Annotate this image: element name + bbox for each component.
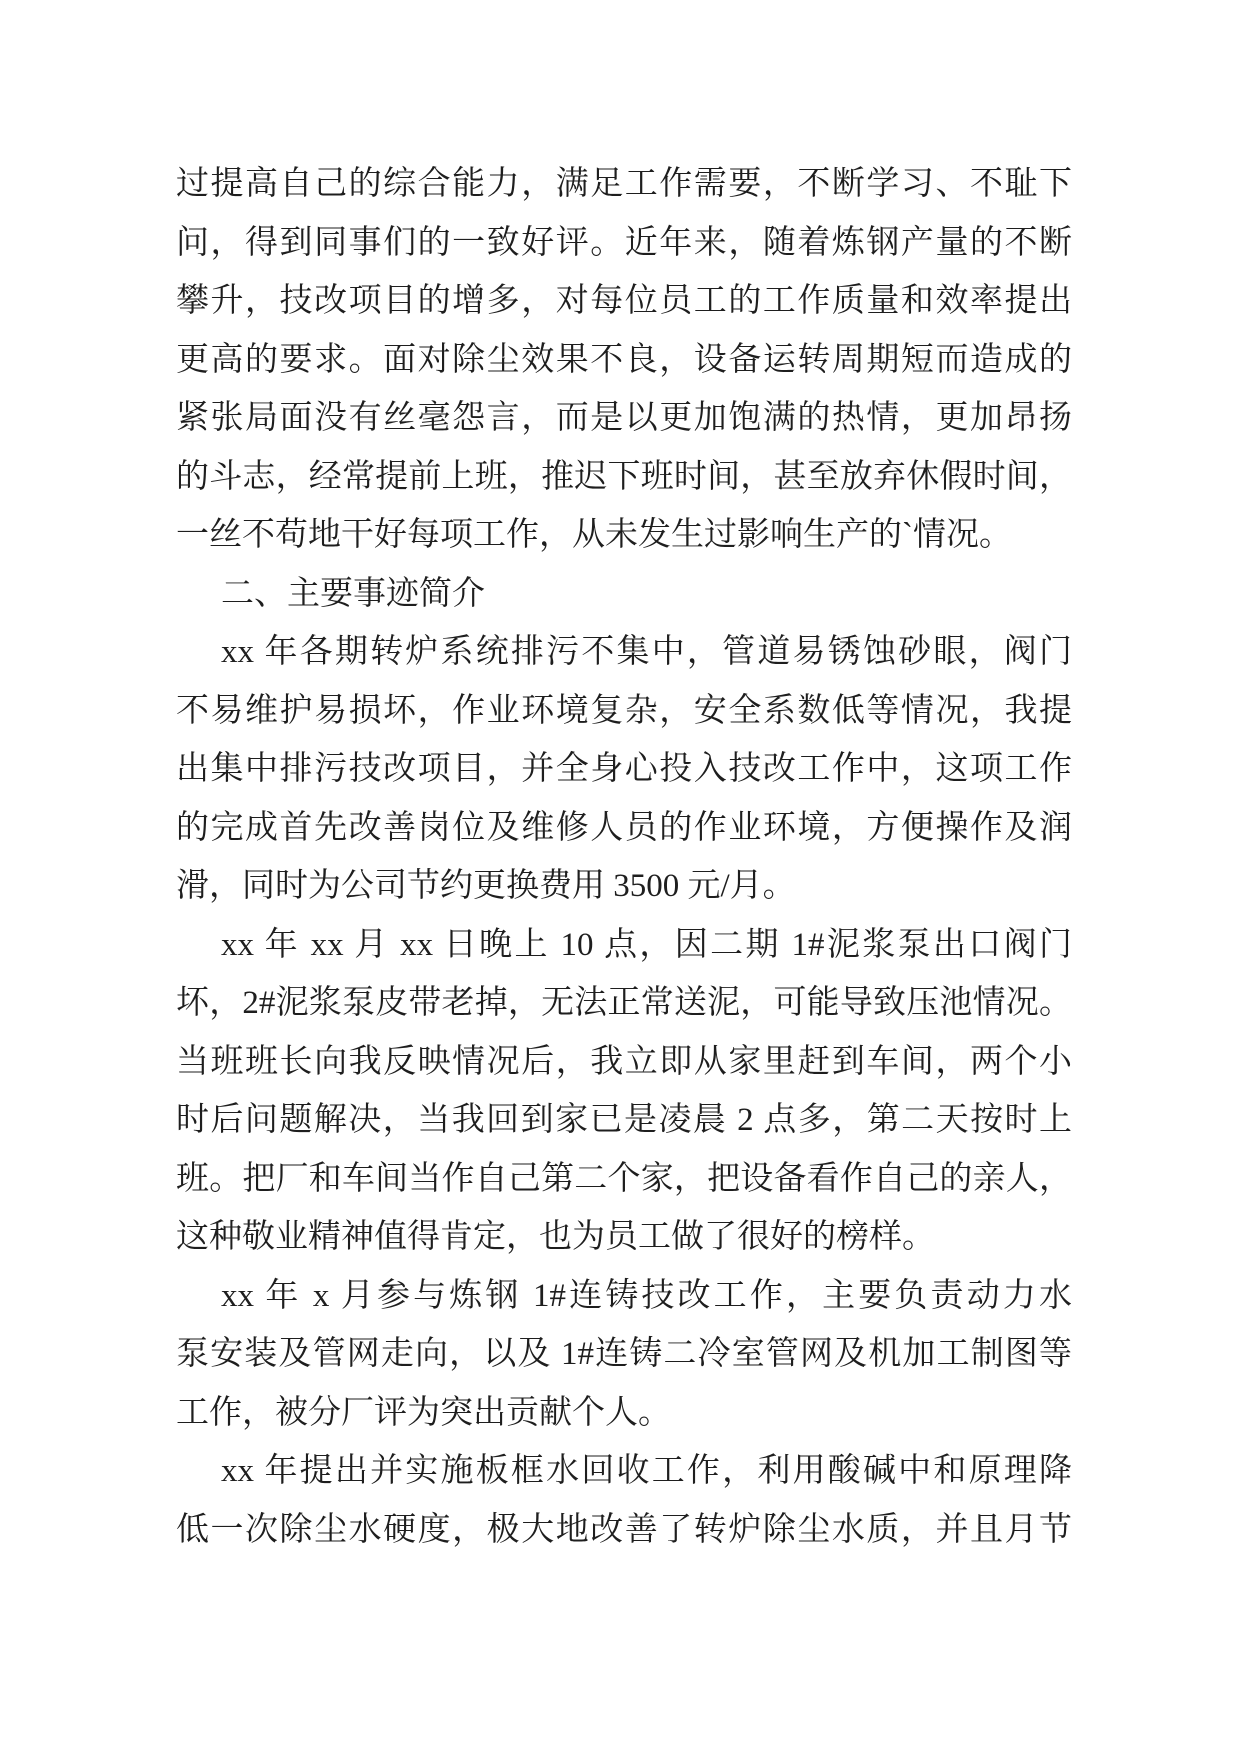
text-line: 过提高自己的综合能力，满足工作需要，不断学习、不耻下	[176, 166, 1072, 202]
text-line: 攀升，技改项目的增多，对每位员工的工作质量和效率提出	[176, 283, 1072, 319]
text-line: 的完成首先改善岗位及维修人员的作业环境，方便操作及润	[176, 809, 1072, 846]
text-line: 问，得到同事们的一致好评。近年来，随着炼钢产量的不断	[176, 224, 1072, 261]
text-line: 泵安装及管网走向，以及 1#连铸二冷室管网及机加工制图等	[176, 1336, 1072, 1372]
text-line: 不易维护易损坏，作业环境复杂，安全系数低等情况，我提	[176, 692, 1072, 729]
text-line: xx 年 x 月参与炼钢 1#连铸技改工作，主要负责动力水	[221, 1277, 1072, 1314]
text-line: 班。把厂和车间当作自己第二个家，把设备看作自己的亲人，	[176, 1160, 1072, 1197]
text-line: 时后问题解决，当我回到家已是凌晨 2 点多，第二天按时上	[176, 1102, 1072, 1138]
text-line: 紧张局面没有丝毫怨言，而是以更加饱满的热情，更加昂扬	[176, 400, 1072, 436]
text-line: 当班班长向我反映情况后，我立即从家里赶到车间，两个小	[176, 1043, 1072, 1080]
text-line: 出集中排污技改项目，并全身心投入技改工作中，这项工作	[176, 751, 1072, 787]
text-line: 坏，2#泥浆泵皮带老掉，无法正常送泥，可能导致压池情况。	[176, 985, 1072, 1021]
text-line: 这种敬业精神值得肯定，也为员工做了很好的榜样。	[176, 1219, 935, 1255]
text-line: 一丝不苟地干好每项工作，从未发生过影响生产的`情况。	[176, 517, 1012, 553]
text-line: 工作，被分厂评为突出贡献个人。	[176, 1394, 671, 1431]
text-line: xx 年各期转炉系统排污不集中，管道易锈蚀砂眼，阀门	[221, 634, 1072, 670]
text-line: 的斗志，经常提前上班，推迟下班时间，甚至放弃休假时间，	[176, 458, 1072, 495]
document-body	[176, 155, 1072, 1559]
text-line: 更高的要求。面对除尘效果不良，设备运转周期短而造成的	[176, 341, 1072, 378]
text-line: 滑，同时为公司节约更换费用 3500 元/月。	[176, 868, 796, 904]
text-line: xx 年 xx 月 xx 日晚上 10 点，因二期 1#泥浆泵出口阀门	[221, 926, 1072, 963]
text-line: 低一次除尘水硬度，极大地改善了转炉除尘水质，并且月节	[176, 1511, 1072, 1548]
text-line: xx 年提出并实施板框水回收工作，利用酸碱中和原理降	[221, 1453, 1072, 1489]
section-heading: 二、主要事迹简介	[221, 575, 485, 612]
